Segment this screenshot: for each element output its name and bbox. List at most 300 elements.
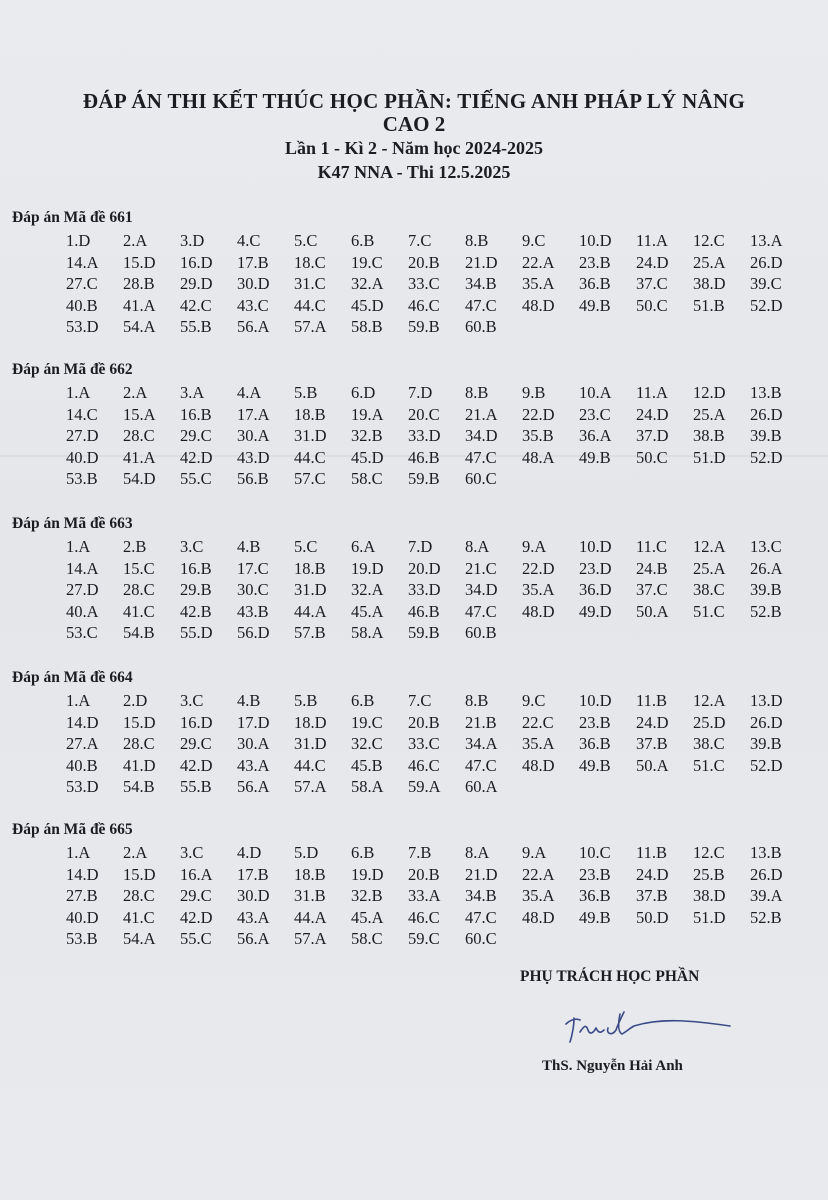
answer-cell: 25.D: [693, 712, 726, 732]
answer-cell: 10.D: [579, 231, 612, 250]
answer-cell: 11.B: [636, 691, 668, 710]
answer-cell: 24.D: [636, 864, 669, 884]
answer-cell: 47.C: [465, 755, 497, 775]
answer-cell: 36.B: [579, 886, 611, 905]
answer-cell: 56.A: [237, 929, 270, 948]
answer-cell: 7.D: [408, 537, 433, 556]
answer-cell: 40.D: [66, 447, 99, 467]
answer-cell: 44.C: [294, 755, 326, 775]
answer-cell: 36.B: [579, 274, 611, 293]
answer-cell: 50.C: [636, 295, 668, 315]
answer-section-662: [12, 358, 822, 490]
answer-cell: 15.D: [123, 712, 156, 732]
answer-cell: 20.C: [408, 404, 440, 424]
answer-cell: 13.C: [750, 537, 782, 556]
answer-cell: 22.A: [522, 252, 555, 272]
answer-cell: 9.A: [522, 537, 547, 556]
answer-cell: 17.A: [237, 404, 270, 424]
answer-cell: 8.A: [465, 843, 490, 862]
answer-cell: 2.B: [123, 537, 147, 556]
answer-cell: 38.D: [693, 274, 726, 293]
answer-cell: 44.C: [294, 295, 326, 315]
answer-cell: 54.D: [123, 469, 156, 488]
answer-cell: 26.D: [750, 252, 783, 272]
answer-cell: 37.B: [636, 734, 668, 753]
answer-grid: [66, 382, 822, 490]
answer-cell: 37.C: [636, 580, 668, 599]
answer-cell: 27.A: [66, 734, 99, 753]
answer-cell: 11.C: [636, 537, 668, 556]
answer-cell: 22.D: [522, 404, 555, 424]
answer-cell: 14.C: [66, 404, 98, 424]
answer-cell: 22.C: [522, 712, 554, 732]
answer-cell: 29.C: [180, 886, 212, 905]
answer-cell: 37.B: [636, 886, 668, 905]
answer-cell: 56.D: [237, 623, 270, 642]
answer-cell: 59.B: [408, 469, 440, 488]
answer-cell: 18.B: [294, 864, 326, 884]
answer-cell: 45.B: [351, 755, 383, 775]
answer-cell: 12.D: [693, 383, 726, 402]
answer-cell: 2.A: [123, 383, 148, 402]
answer-cell: 7.C: [408, 231, 432, 250]
answer-cell: 6.B: [351, 231, 375, 250]
answer-cell: 15.A: [123, 404, 156, 424]
answer-cell: 20.B: [408, 864, 440, 884]
answer-cell: 46.B: [408, 447, 440, 467]
answer-cell: 13.A: [750, 231, 783, 250]
answer-section-661: [12, 206, 822, 338]
answer-cell: 28.C: [123, 734, 155, 753]
answer-cell: 16.A: [180, 864, 213, 884]
answer-cell: 1.A: [66, 843, 91, 862]
answer-cell: 28.B: [123, 274, 155, 293]
answer-cell: 17.B: [237, 864, 269, 884]
answer-cell: 58.B: [351, 317, 383, 336]
answer-cell: 12.A: [693, 691, 726, 710]
answer-cell: 24.D: [636, 404, 669, 424]
answer-cell: 25.B: [693, 864, 725, 884]
answer-cell: 55.C: [180, 929, 212, 948]
answer-cell: 54.B: [123, 623, 155, 642]
section-title: Đáp án Mã đề 664: [12, 669, 133, 686]
answer-cell: 48.D: [522, 601, 555, 621]
answer-cell: 21.A: [465, 404, 498, 424]
answer-cell: 16.D: [180, 712, 213, 732]
answer-cell: 54.B: [123, 777, 155, 796]
answer-cell: 42.B: [180, 601, 212, 621]
answer-cell: 44.A: [294, 601, 327, 621]
answer-cell: 19.C: [351, 712, 383, 732]
answer-cell: 6.D: [351, 383, 376, 402]
answer-cell: 45.A: [351, 601, 384, 621]
answer-cell: 22.D: [522, 558, 555, 578]
answer-cell: 16.D: [180, 252, 213, 272]
answer-cell: 42.D: [180, 755, 213, 775]
answer-cell: 48.A: [522, 447, 555, 467]
answer-cell: 7.B: [408, 843, 432, 862]
section-title: Đáp án Mã đề 665: [12, 821, 133, 838]
answer-cell: 27.B: [66, 886, 98, 905]
answer-cell: 10.C: [579, 843, 611, 862]
answer-cell: 35.A: [522, 734, 555, 753]
answer-cell: 16.B: [180, 404, 212, 424]
answer-cell: 32.B: [351, 426, 383, 445]
answer-cell: 60.C: [465, 469, 497, 488]
answer-cell: 45.D: [351, 447, 384, 467]
answer-cell: 11.A: [636, 231, 668, 250]
answer-cell: 39.A: [750, 886, 783, 905]
answer-cell: 14.A: [66, 252, 99, 272]
answer-cell: 4.C: [237, 231, 261, 250]
answer-cell: 11.A: [636, 383, 668, 402]
answer-grid: [66, 536, 822, 644]
answer-cell: 33.D: [408, 426, 441, 445]
answer-cell: 47.C: [465, 295, 497, 315]
answer-cell: 47.C: [465, 907, 497, 927]
answer-cell: 47.C: [465, 601, 497, 621]
answer-cell: 47.C: [465, 447, 497, 467]
answer-cell: 48.D: [522, 295, 555, 315]
answer-cell: 26.D: [750, 864, 783, 884]
answer-cell: 39.B: [750, 734, 782, 753]
answer-section-664: [12, 666, 822, 798]
answer-cell: 10.D: [579, 691, 612, 710]
signature-title: PHỤ TRÁCH HỌC PHẦN: [520, 968, 700, 985]
exam-class-date: K47 NNA - Thi 12.5.2025: [317, 162, 511, 182]
answer-cell: 23.B: [579, 864, 611, 884]
answer-cell: 43.B: [237, 601, 269, 621]
answer-cell: 31.B: [294, 886, 326, 905]
answer-cell: 55.B: [180, 317, 212, 336]
answer-cell: 31.D: [294, 426, 327, 445]
answer-cell: 42.D: [180, 907, 213, 927]
answer-cell: 23.D: [579, 558, 612, 578]
answer-cell: 49.B: [579, 447, 611, 467]
answer-cell: 55.B: [180, 777, 212, 796]
answer-cell: 49.B: [579, 907, 611, 927]
answer-cell: 38.C: [693, 734, 725, 753]
answer-cell: 8.A: [465, 537, 490, 556]
answer-cell: 34.A: [465, 734, 498, 753]
answer-cell: 37.C: [636, 274, 668, 293]
answer-cell: 21.D: [465, 864, 498, 884]
answer-cell: 13.B: [750, 843, 782, 862]
answer-cell: 32.B: [351, 886, 383, 905]
answer-cell: 30.C: [237, 580, 269, 599]
answer-cell: 58.A: [351, 623, 384, 642]
answer-cell: 34.B: [465, 274, 497, 293]
answer-cell: 5.D: [294, 843, 319, 862]
section-title: Đáp án Mã đề 661: [12, 209, 133, 226]
answer-cell: 38.B: [693, 426, 725, 445]
answer-cell: 32.A: [351, 274, 384, 293]
document-title-line2: CAO 2: [382, 112, 446, 136]
answer-cell: 51.C: [693, 601, 725, 621]
answer-cell: 52.D: [750, 447, 783, 467]
answer-grid: [66, 690, 822, 798]
answer-cell: 6.B: [351, 843, 375, 862]
answer-cell: 25.A: [693, 404, 726, 424]
answer-cell: 34.D: [465, 580, 498, 599]
answer-cell: 54.A: [123, 929, 156, 948]
answer-cell: 38.C: [693, 580, 725, 599]
answer-cell: 25.A: [693, 558, 726, 578]
answer-cell: 60.C: [465, 929, 497, 948]
answer-cell: 3.C: [180, 691, 204, 710]
answer-cell: 1.D: [66, 231, 91, 250]
answer-cell: 52.B: [750, 907, 782, 927]
answer-cell: 34.D: [465, 426, 498, 445]
answer-cell: 55.C: [180, 469, 212, 488]
answer-cell: 30.D: [237, 274, 270, 293]
answer-cell: 7.D: [408, 383, 433, 402]
answer-cell: 49.B: [579, 295, 611, 315]
answer-cell: 53.D: [66, 777, 99, 796]
answer-cell: 3.C: [180, 843, 204, 862]
answer-cell: 59.B: [408, 623, 440, 642]
answer-cell: 5.B: [294, 383, 318, 402]
answer-cell: 9.B: [522, 383, 546, 402]
answer-cell: 18.B: [294, 558, 326, 578]
answer-cell: 50.C: [636, 447, 668, 467]
answer-cell: 31.C: [294, 274, 326, 293]
answer-cell: 56.A: [237, 777, 270, 796]
answer-cell: 24.D: [636, 712, 669, 732]
answer-cell: 52.D: [750, 755, 783, 775]
answer-cell: 57.A: [294, 777, 327, 796]
answer-cell: 54.A: [123, 317, 156, 336]
answer-cell: 26.D: [750, 404, 783, 424]
answer-cell: 60.B: [465, 623, 497, 642]
answer-cell: 16.B: [180, 558, 212, 578]
answer-cell: 39.B: [750, 426, 782, 445]
answer-cell: 58.A: [351, 777, 384, 796]
document-header: [0, 88, 828, 184]
answer-cell: 6.B: [351, 691, 375, 710]
answer-cell: 28.C: [123, 580, 155, 599]
answer-cell: 37.D: [636, 426, 669, 445]
answer-cell: 26.A: [750, 558, 783, 578]
answer-cell: 33.C: [408, 734, 440, 753]
answer-cell: 21.D: [465, 252, 498, 272]
answer-cell: 7.C: [408, 691, 432, 710]
answer-cell: 3.D: [180, 231, 205, 250]
answer-cell: 12.A: [693, 537, 726, 556]
answer-cell: 53.D: [66, 317, 99, 336]
answer-cell: 41.A: [123, 447, 156, 467]
answer-cell: 46.B: [408, 601, 440, 621]
answer-cell: 36.A: [579, 426, 612, 445]
answer-cell: 18.B: [294, 404, 326, 424]
answer-cell: 2.A: [123, 231, 148, 250]
answer-cell: 14.D: [66, 712, 99, 732]
answer-cell: 58.C: [351, 469, 383, 488]
answer-cell: 20.B: [408, 712, 440, 732]
answer-cell: 4.A: [237, 383, 262, 402]
answer-cell: 5.C: [294, 231, 318, 250]
answer-cell: 8.B: [465, 231, 489, 250]
answer-cell: 59.A: [408, 777, 441, 796]
answer-cell: 19.A: [351, 404, 384, 424]
answer-cell: 30.A: [237, 734, 270, 753]
answer-cell: 14.A: [66, 558, 99, 578]
answer-cell: 31.D: [294, 734, 327, 753]
answer-cell: 40.D: [66, 907, 99, 927]
answer-cell: 8.B: [465, 383, 489, 402]
answer-cell: 46.C: [408, 755, 440, 775]
answer-cell: 20.B: [408, 252, 440, 272]
answer-cell: 59.B: [408, 317, 440, 336]
answer-cell: 11.B: [636, 843, 668, 862]
answer-cell: 57.B: [294, 623, 326, 642]
answer-cell: 44.A: [294, 907, 327, 927]
answer-cell: 18.D: [294, 712, 327, 732]
answer-cell: 29.B: [180, 580, 212, 599]
answer-cell: 44.C: [294, 447, 326, 467]
answer-cell: 59.C: [408, 929, 440, 948]
answer-cell: 25.A: [693, 252, 726, 272]
answer-cell: 19.C: [351, 252, 383, 272]
answer-cell: 10.A: [579, 383, 612, 402]
answer-cell: 4.B: [237, 691, 261, 710]
answer-cell: 51.B: [693, 295, 725, 315]
answer-cell: 13.D: [750, 691, 783, 710]
answer-cell: 43.A: [237, 907, 270, 927]
answer-cell: 41.A: [123, 295, 156, 315]
answer-cell: 42.D: [180, 447, 213, 467]
answer-cell: 51.D: [693, 447, 726, 467]
answer-cell: 32.A: [351, 580, 384, 599]
answer-cell: 17.D: [237, 712, 270, 732]
answer-cell: 33.C: [408, 274, 440, 293]
answer-cell: 29.D: [180, 274, 213, 293]
answer-cell: 53.B: [66, 469, 98, 488]
answer-cell: 60.B: [465, 317, 497, 336]
answer-cell: 51.C: [693, 755, 725, 775]
answer-cell: 50.A: [636, 601, 669, 621]
answer-cell: 5.C: [294, 537, 318, 556]
answer-cell: 12.C: [693, 843, 725, 862]
answer-cell: 50.A: [636, 755, 669, 775]
answer-cell: 1.A: [66, 383, 91, 402]
answer-cell: 51.D: [693, 907, 726, 927]
answer-cell: 17.B: [237, 252, 269, 272]
answer-cell: 1.A: [66, 537, 91, 556]
answer-cell: 15.D: [123, 252, 156, 272]
handwritten-signature: [560, 1002, 740, 1052]
answer-cell: 2.A: [123, 843, 148, 862]
answer-cell: 49.B: [579, 755, 611, 775]
answer-cell: 24.B: [636, 558, 668, 578]
answer-cell: 43.C: [237, 295, 269, 315]
answer-cell: 56.B: [237, 469, 269, 488]
answer-cell: 14.D: [66, 864, 99, 884]
answer-cell: 35.A: [522, 274, 555, 293]
answer-cell: 41.D: [123, 755, 156, 775]
answer-cell: 30.A: [237, 426, 270, 445]
answer-cell: 4.D: [237, 843, 262, 862]
answer-cell: 9.C: [522, 691, 546, 710]
answer-cell: 52.D: [750, 295, 783, 315]
answer-cell: 33.D: [408, 580, 441, 599]
answer-cell: 32.C: [351, 734, 383, 753]
answer-cell: 28.C: [123, 426, 155, 445]
answer-cell: 15.C: [123, 558, 155, 578]
answer-cell: 21.C: [465, 558, 497, 578]
answer-cell: 12.C: [693, 231, 725, 250]
answer-cell: 40.B: [66, 755, 98, 775]
answer-cell: 9.A: [522, 843, 547, 862]
answer-cell: 53.B: [66, 929, 98, 948]
answer-cell: 23.C: [579, 404, 611, 424]
answer-cell: 13.B: [750, 383, 782, 402]
answer-cell: 3.C: [180, 537, 204, 556]
answer-cell: 1.A: [66, 691, 91, 710]
answer-cell: 57.C: [294, 469, 326, 488]
answer-cell: 40.B: [66, 295, 98, 315]
answer-cell: 23.B: [579, 252, 611, 272]
answer-section-665: [12, 818, 822, 950]
answer-cell: 35.A: [522, 886, 555, 905]
answer-cell: 57.A: [294, 317, 327, 336]
answer-cell: 22.A: [522, 864, 555, 884]
answer-cell: 40.A: [66, 601, 99, 621]
answer-cell: 56.A: [237, 317, 270, 336]
answer-cell: 19.D: [351, 864, 384, 884]
answer-cell: 30.D: [237, 886, 270, 905]
answer-cell: 42.C: [180, 295, 212, 315]
answer-cell: 27.D: [66, 426, 99, 445]
answer-cell: 27.D: [66, 580, 99, 599]
answer-cell: 45.D: [351, 295, 384, 315]
answer-cell: 20.D: [408, 558, 441, 578]
answer-cell: 48.D: [522, 755, 555, 775]
signature-block: [520, 968, 760, 1074]
answer-cell: 57.A: [294, 929, 327, 948]
answer-cell: 49.D: [579, 601, 612, 621]
document-title-line1: ĐÁP ÁN THI KẾT THÚC HỌC PHẦN: TIẾNG ANH PHÁP LÝ NÂNG: [82, 89, 746, 113]
answer-grid: [66, 842, 822, 950]
answer-cell: 41.C: [123, 907, 155, 927]
answer-cell: 46.C: [408, 295, 440, 315]
answer-cell: 60.A: [465, 777, 498, 796]
section-title: Đáp án Mã đề 663: [12, 515, 133, 532]
exam-session: Lần 1 - Kì 2 - Năm học 2024-2025: [285, 138, 543, 158]
answer-cell: 28.C: [123, 886, 155, 905]
answer-cell: 29.C: [180, 734, 212, 753]
answer-cell: 41.C: [123, 601, 155, 621]
answer-cell: 46.C: [408, 907, 440, 927]
answer-cell: 35.B: [522, 426, 554, 445]
answer-cell: 36.B: [579, 734, 611, 753]
answer-cell: 23.B: [579, 712, 611, 732]
answer-cell: 52.B: [750, 601, 782, 621]
answer-cell: 17.C: [237, 558, 269, 578]
answer-cell: 29.C: [180, 426, 212, 445]
answer-cell: 2.D: [123, 691, 148, 710]
answer-cell: 58.C: [351, 929, 383, 948]
answer-cell: 34.B: [465, 886, 497, 905]
answer-cell: 53.C: [66, 623, 98, 642]
answer-cell: 38.D: [693, 886, 726, 905]
answer-cell: 24.D: [636, 252, 669, 272]
section-title: Đáp án Mã đề 662: [12, 361, 133, 378]
answer-cell: 35.A: [522, 580, 555, 599]
answer-cell: 48.D: [522, 907, 555, 927]
answer-cell: 19.D: [351, 558, 384, 578]
answer-cell: 9.C: [522, 231, 546, 250]
